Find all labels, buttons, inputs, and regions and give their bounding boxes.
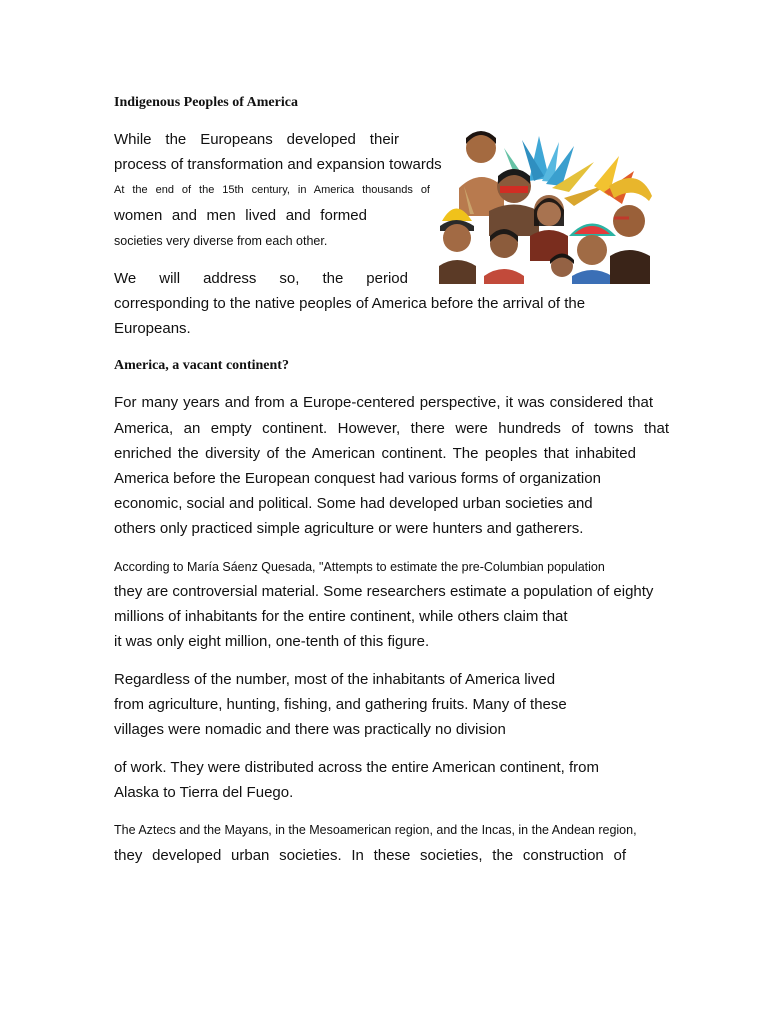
p2-line-2: they are controversial material. Some researchers estimate a population of eighty	[114, 583, 654, 600]
man-with-colorful-headdress-portrait	[569, 224, 616, 285]
p2-line-4: it was only eight million, one-tenth of this figure.	[114, 633, 430, 650]
intro-line-1: While the Europeans developed their	[114, 131, 399, 148]
p5-line-2: they developed urban societies. In these societies, the construction of	[114, 847, 626, 864]
heading-vacant-continent: America, a vacant continent?	[114, 358, 289, 373]
p1-line-6: others only practiced simple agriculture or were hunters and gatherers.	[114, 520, 584, 537]
intro-line-4: women and men lived and formed	[114, 207, 367, 224]
p4-line-1: of work. They were distributed across the entire American continent, from	[114, 759, 599, 776]
intro-line-5: societies very diverse from each other.	[114, 234, 328, 248]
intro-line-7: corresponding to the native peoples of America before the arrival of the	[114, 295, 586, 312]
man-with-headdress-portrait	[439, 209, 476, 285]
p3-line-1: Regardless of the number, most of the inhabitants of America lived	[114, 671, 556, 688]
p2-line-1: According to María Sáenz Quesada, "Attempts to estimate the pre-Columbian population	[114, 560, 605, 574]
intro-line-8: Europeans.	[114, 320, 191, 337]
p3-line-3: villages were nomadic and there was practically no division	[114, 721, 506, 738]
intro-line-2: process of transformation and expansion towards	[114, 156, 442, 173]
intro-line-6: We will address so, the period	[114, 270, 408, 287]
p3-line-2: from agriculture, hunting, fishing, and gathering fruits. Many of these	[114, 696, 567, 713]
intro-line-3: At the end of the 15th century, in America thousands of	[114, 184, 430, 196]
man-profile-portrait	[609, 178, 652, 284]
p2-line-3: millions of inhabitants for the entire continent, while others claim that	[114, 608, 568, 625]
woman-center-portrait	[484, 229, 524, 284]
p1-line-3: enriched the diversity of the American continent. The peoples that inhabited	[114, 445, 636, 462]
woman-small-portrait	[550, 254, 574, 278]
p4-line-2: Alaska to Tierra del Fuego.	[114, 784, 294, 801]
p1-line-2: America, an empty continent. However, there were hundreds of towns that	[114, 420, 669, 437]
p5-line-1: The Aztecs and the Mayans, in the Mesoamerican region, and the Incas, in the Andean region,	[114, 823, 637, 837]
man-portrait-top	[459, 131, 504, 216]
p1-line-1: For many years and from a Europe-centered perspective, it was considered that	[114, 394, 653, 411]
p1-line-5: economic, social and political. Some had developed urban societies and	[114, 495, 593, 512]
p1-line-4: America before the European conquest had various forms of organization	[114, 470, 601, 487]
indigenous-people-collage-image	[434, 126, 656, 284]
heading-indigenous-peoples: Indigenous Peoples of America	[114, 95, 298, 110]
